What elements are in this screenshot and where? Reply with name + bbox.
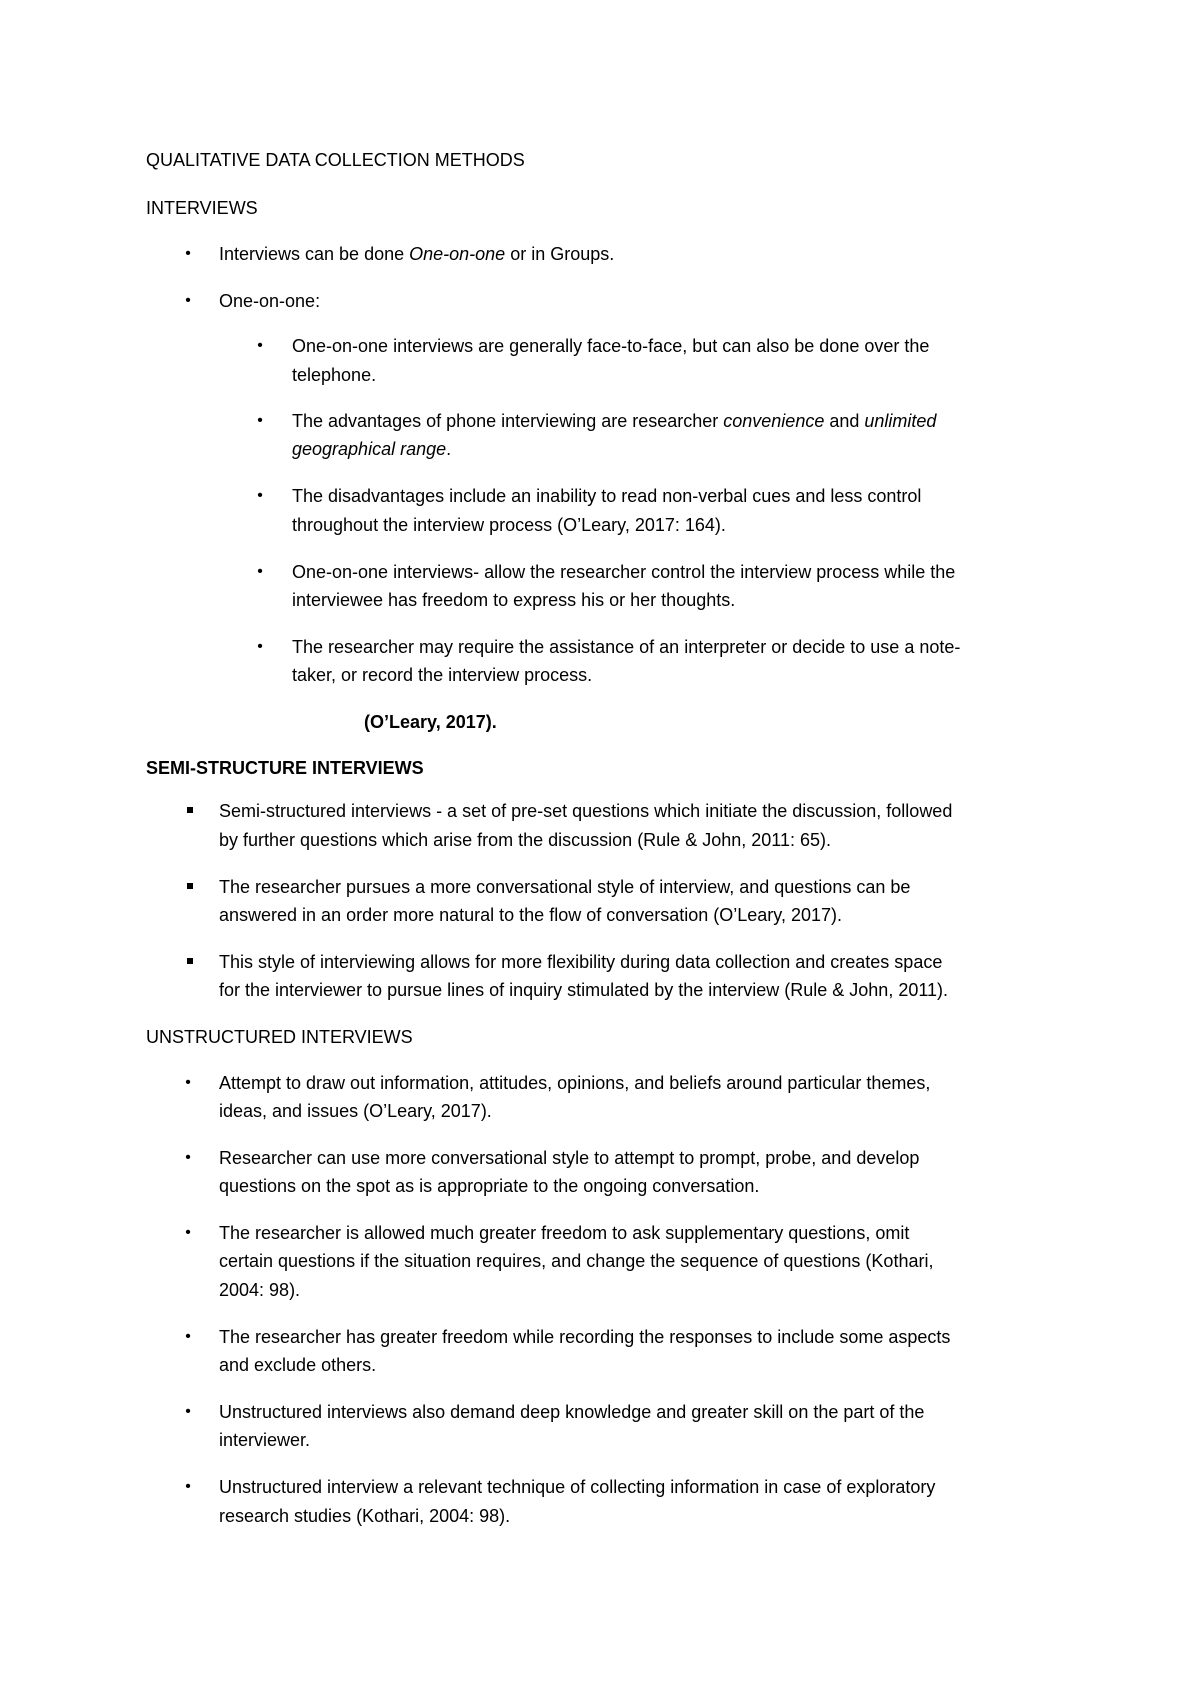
emphasis-text: One-on-one <box>409 244 506 264</box>
semi-bullet-1-line-1: Semi-structured interviews - a set of pre-set questions which initiate the discussion, followed <box>219 801 953 821</box>
sub-bullet-3-line-2: throughout the interview process (O’Leary, 2017: 164). <box>292 515 726 535</box>
interviews-bullet-1 <box>219 243 614 265</box>
bullet-icon: • <box>257 638 263 655</box>
unstructured-bullet-6-line-2: research studies (Kothari, 2004: 98). <box>219 1506 511 1526</box>
bullet-icon: • <box>185 245 191 262</box>
text-span: or in Groups. <box>505 244 615 264</box>
text-span: The advantages of phone interviewing are researcher <box>292 411 724 431</box>
bullet-icon: • <box>257 487 263 504</box>
semi-bullet-1-line-2: by further questions which arise from the discussion (Rule & John, 2011: 65). <box>219 830 831 850</box>
unstructured-heading: UNSTRUCTURED INTERVIEWS <box>146 1027 413 1047</box>
unstructured-bullet-3-line-1: The researcher is allowed much greater freedom to ask supplementary questions, omit <box>219 1223 910 1243</box>
square-bullet-icon <box>187 883 193 889</box>
sub-bullet-4-line-2: interviewee has freedom to express his or her thoughts. <box>292 590 736 610</box>
unstructured-bullet-5-line-2: interviewer. <box>219 1430 311 1450</box>
semi-bullet-2-line-2: answered in an order more natural to the flow of conversation (O’Leary, 2017). <box>219 905 842 925</box>
bullet-icon: • <box>185 1403 191 1420</box>
semi-bullet-3-line-2: for the interviewer to pursue lines of inquiry stimulated by the interview (Rule & John, 2011). <box>219 980 949 1000</box>
bullet-icon: • <box>185 1149 191 1166</box>
semi-structure-heading: SEMI-STRUCTURE INTERVIEWS <box>146 758 424 778</box>
emphasis-text: convenience <box>723 411 825 431</box>
unstructured-bullet-4-line-1: The researcher has greater freedom while recording the responses to include some aspects <box>219 1327 951 1347</box>
sub-bullet-2-line-1 <box>292 410 936 432</box>
unstructured-bullet-6-line-1: Unstructured interview a relevant technique of collecting information in case of exploratory <box>219 1477 936 1497</box>
bullet-icon: • <box>257 337 263 354</box>
document-title: QUALITATIVE DATA COLLECTION METHODS <box>146 150 525 170</box>
unstructured-bullet-4-line-2: and exclude others. <box>219 1355 377 1375</box>
bullet-icon: • <box>257 412 263 429</box>
sub-bullet-1-line-2: telephone. <box>292 365 377 385</box>
semi-bullet-3-line-1: This style of interviewing allows for more flexibility during data collection and creates space <box>219 952 943 972</box>
unstructured-bullet-2-line-2: questions on the spot as is appropriate to the ongoing conversation. <box>219 1176 760 1196</box>
emphasis-text: unlimited <box>864 411 937 431</box>
citation: (O’Leary, 2017). <box>364 712 497 732</box>
semi-bullet-2-line-1: The researcher pursues a more conversational style of interview, and questions can be <box>219 877 911 897</box>
text-span: . <box>446 439 452 459</box>
sub-bullet-3-line-1: The disadvantages include an inability to read non-verbal cues and less control <box>292 486 922 506</box>
interviews-heading: INTERVIEWS <box>146 198 258 218</box>
sub-bullet-4-line-1: One-on-one interviews- allow the researcher control the interview process while the <box>292 562 956 582</box>
text-span: and <box>824 411 865 431</box>
bullet-icon: • <box>185 292 191 309</box>
text-span: Interviews can be done <box>219 244 410 264</box>
unstructured-bullet-1-line-2: ideas, and issues (O’Leary, 2017). <box>219 1101 492 1121</box>
square-bullet-icon <box>187 958 193 964</box>
sub-bullet-2-line-2 <box>292 438 451 460</box>
interviews-bullet-2: One-on-one: <box>219 291 321 311</box>
bullet-icon: • <box>185 1074 191 1091</box>
bullet-icon: • <box>257 563 263 580</box>
sub-bullet-1-line-1: One-on-one interviews are generally face-to-face, but can also be done over the <box>292 336 930 356</box>
unstructured-bullet-5-line-1: Unstructured interviews also demand deep knowledge and greater skill on the part of the <box>219 1402 925 1422</box>
bullet-icon: • <box>185 1328 191 1345</box>
unstructured-bullet-3-line-2: certain questions if the situation requires, and change the sequence of questions (Kothari, <box>219 1251 934 1271</box>
emphasis-text: geographical range <box>292 439 447 459</box>
sub-bullet-5-line-2: taker, or record the interview process. <box>292 665 593 685</box>
sub-bullet-5-line-1: The researcher may require the assistance of an interpreter or decide to use a note- <box>292 637 961 657</box>
bullet-icon: • <box>185 1478 191 1495</box>
square-bullet-icon <box>187 807 193 813</box>
unstructured-bullet-3-line-3: 2004: 98). <box>219 1280 301 1300</box>
unstructured-bullet-1-line-1: Attempt to draw out information, attitudes, opinions, and beliefs around particular themes, <box>219 1073 931 1093</box>
unstructured-bullet-2-line-1: Researcher can use more conversational style to attempt to prompt, probe, and develop <box>219 1148 920 1168</box>
bullet-icon: • <box>185 1224 191 1241</box>
